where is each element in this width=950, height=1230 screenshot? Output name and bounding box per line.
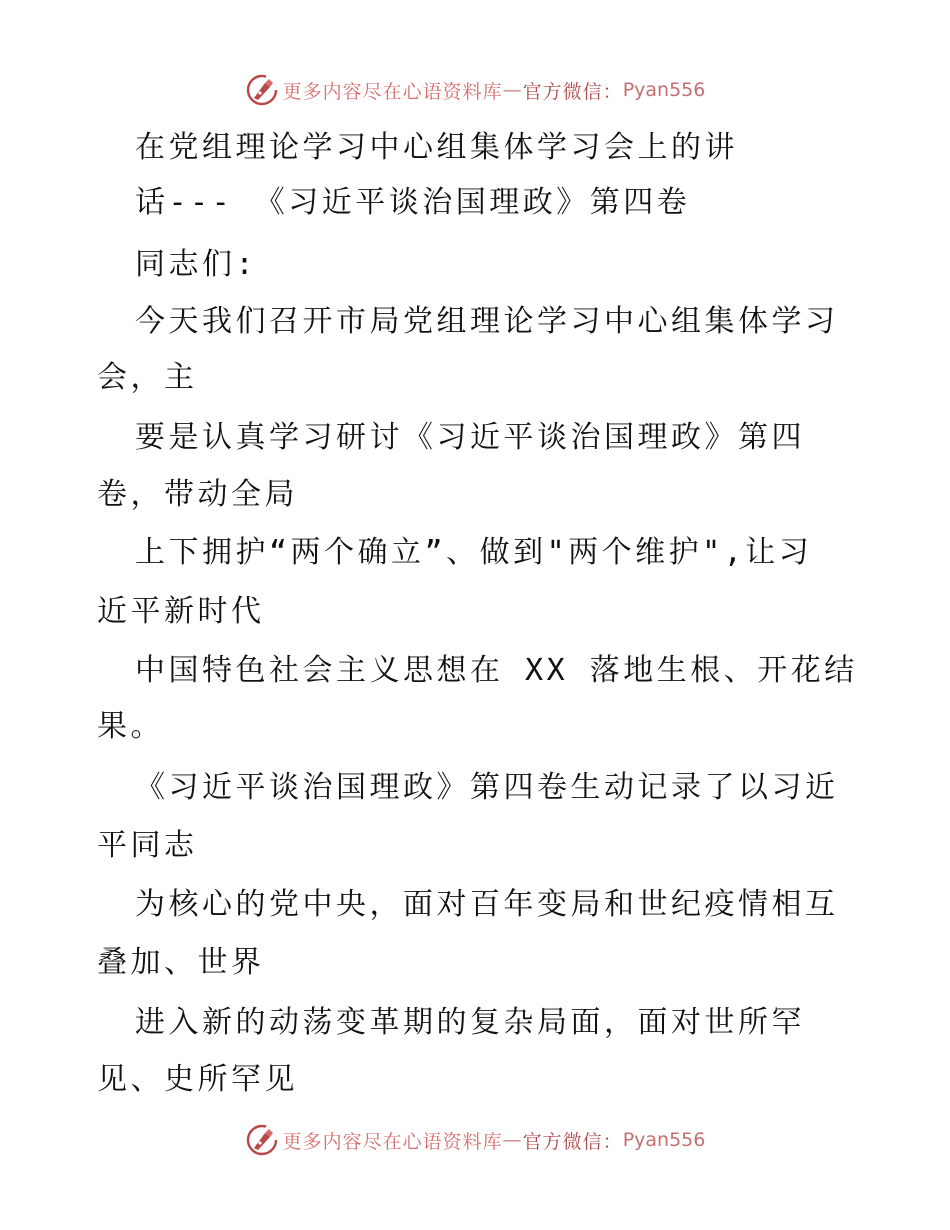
footer-banner [0, 1120, 950, 1160]
body-line: 会，主 [97, 360, 198, 395]
body-line: 今天我们召开市局党组理论学习中心组集体学习 [135, 304, 839, 339]
body-line: 叠加、世界 [97, 945, 265, 980]
body-line: 进入新的动荡变革期的复杂局面，面对世所罕 [135, 1005, 805, 1040]
body-line: 上下拥护“两个确立”、做到"两个维护",让习 [135, 535, 813, 570]
banner-separator: — [502, 79, 523, 101]
banner-text-main: 更多内容尽在心语资料库 [282, 80, 503, 103]
banner-wechat-id: Pyan556 [622, 1129, 706, 1151]
body-line: 《习近平谈治国理政》第四卷生动记录了以习近 [135, 770, 839, 805]
salutation-line: 同志们: [135, 247, 258, 282]
banner-separator: — [502, 1129, 523, 1151]
body-line: 见、史所罕见 [97, 1062, 298, 1097]
body-line: 果。 [97, 709, 164, 744]
body-line: 要是认真学习研讨《习近平谈治国理政》第四 [135, 420, 805, 455]
body-line: 卷，带动全局 [97, 477, 298, 512]
body-line: 中国特色社会主义思想在 XX 落地生根、开花结 [135, 653, 858, 688]
title-line-2: 话--- 《习近平谈治国理政》第四卷 [135, 185, 691, 220]
body-line: 近平新时代 [97, 594, 265, 629]
pen-logo-icon [245, 1123, 279, 1157]
banner-text-contact: 官方微信： [522, 1130, 623, 1153]
banner-text-main: 更多内容尽在心语资料库 [282, 1130, 503, 1153]
banner-wechat-id: Pyan556 [622, 79, 706, 101]
pen-logo-icon [245, 73, 279, 107]
title-line-1: 在党组理论学习中心组集体学习会上的讲 [135, 130, 738, 165]
banner-text-contact: 官方微信： [522, 80, 623, 103]
body-line: 平同志 [97, 828, 198, 863]
header-banner [0, 70, 950, 110]
body-line: 为核心的党中央，面对百年变局和世纪疫情相互 [135, 887, 839, 922]
